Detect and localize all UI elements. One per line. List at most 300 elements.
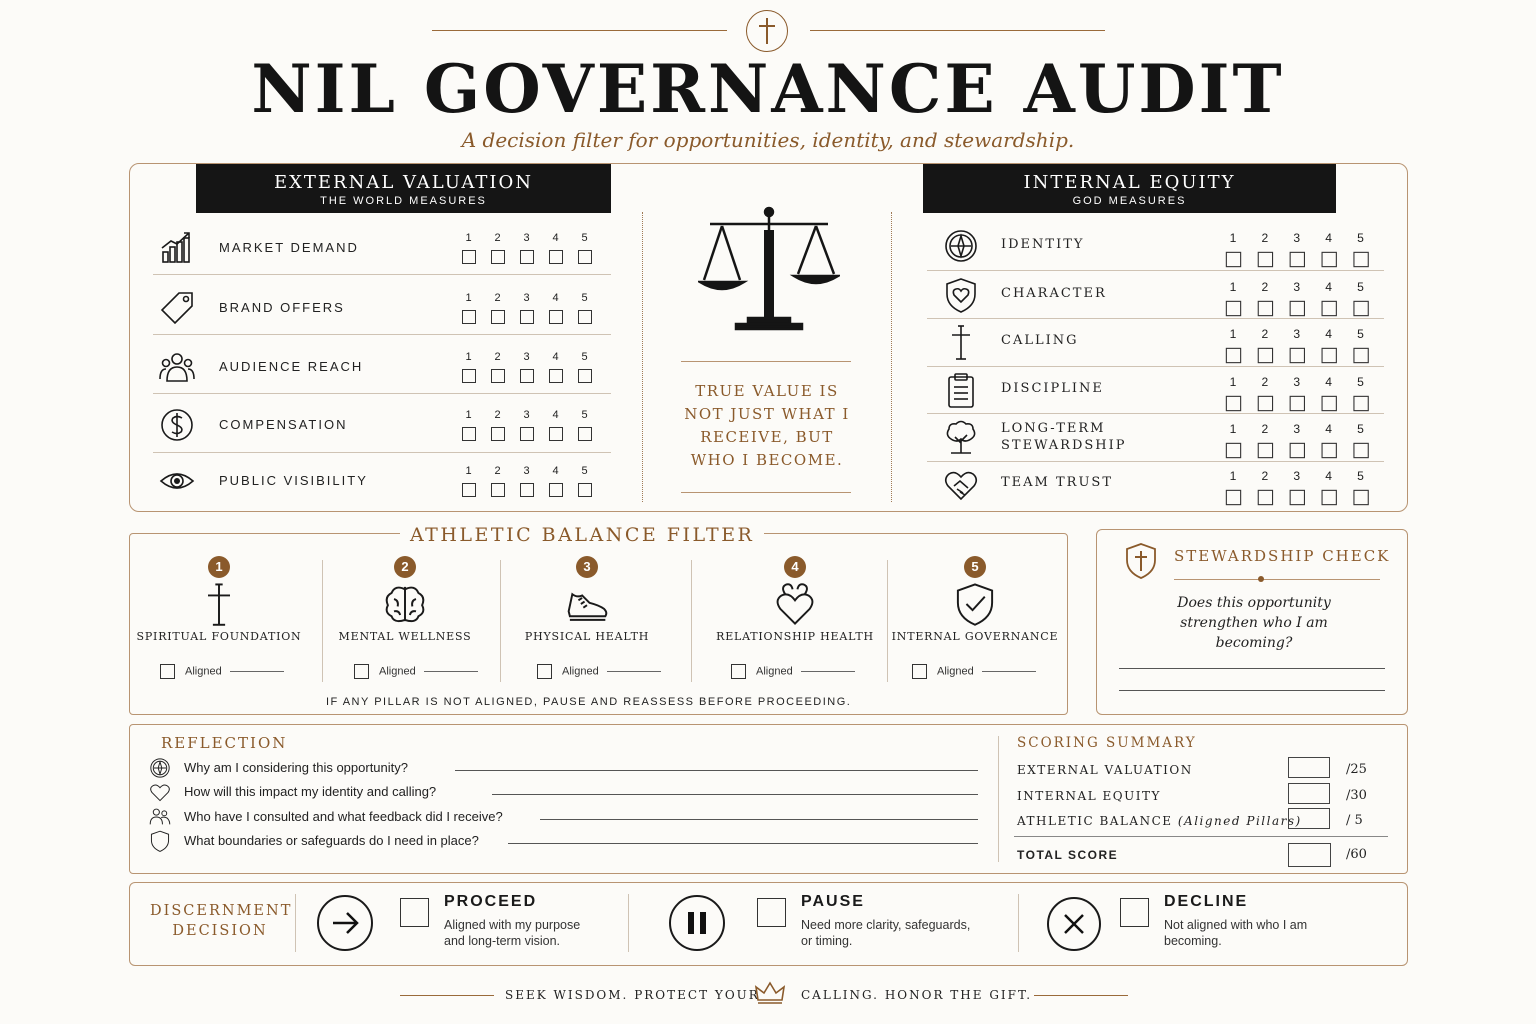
rating-number: 2 [494,291,501,304]
rating-checkbox[interactable] [549,369,563,383]
aligned-label: Aligned [379,665,416,678]
rating-checkbox[interactable] [578,369,592,383]
external-row-audience-reach-rating-4[interactable] [541,351,570,383]
internal-row-calling [927,318,1384,367]
rating-number: 3 [523,291,530,304]
aligned-checkbox[interactable] [160,664,175,679]
rating-checkbox[interactable] [1257,490,1272,505]
rating-checkbox[interactable] [1289,348,1304,363]
compass-icon [149,757,171,784]
page-title: NIL GOVERNANCE AUDIT [251,50,1285,128]
rating-checkbox[interactable] [1321,490,1336,505]
external-valuation-title: EXTERNAL VALUATION [273,172,534,193]
rating-number: 2 [1261,423,1269,437]
internal-row-long-term-stewardship-rating-4[interactable] [1313,423,1345,458]
rating-scale [454,351,599,383]
athletic-balance-note: IF ANY PILLAR IS NOT ALIGNED, PAUSE AND REASSESS BEFORE PROCEEDING. [326,696,852,708]
rating-number: 4 [1325,470,1333,484]
external-row-brand-offers-rating-5[interactable] [570,292,599,324]
internal-row-calling-rating-3[interactable] [1281,328,1313,363]
compass-icon [943,228,979,269]
scales-of-justice-icon [698,200,840,332]
rating-number: 4 [552,232,559,244]
internal-row-calling-rating-5[interactable] [1345,328,1377,363]
pillar-number-badge: 5 [964,556,986,578]
decline-title: DECLINE [1164,893,1249,910]
rating-checkbox[interactable] [549,250,563,264]
aligned-checkbox[interactable] [354,664,369,679]
center-quote: TRUE VALUE IS NOT JUST WHAT I RECEIVE, BUT WHO I BECOME. [684,382,850,469]
pillar-label: INTERNAL GOVERNANCE [891,630,1059,643]
rating-checkbox[interactable] [1289,443,1304,458]
external-row-brand-offers-rating-3[interactable] [512,292,541,324]
rating-checkbox[interactable] [549,310,563,324]
internal-row-label: CALLING [1001,333,1079,348]
rating-number: 5 [581,409,588,421]
reflection-question: How will this impact my identity and calling? [184,784,437,799]
internal-row-identity-rating-3[interactable] [1281,232,1313,267]
rating-checkbox[interactable] [462,369,476,383]
rating-checkbox[interactable] [549,483,563,497]
rating-number: 4 [1325,375,1333,389]
external-row-public-visibility-rating-4[interactable] [541,465,570,497]
stewardship-answer-line-2[interactable] [1119,690,1385,691]
internal-row-calling-rating-1[interactable] [1217,328,1249,363]
rating-scale [454,409,599,441]
rating-number: 1 [1229,280,1237,294]
rating-number: 5 [581,232,588,244]
aligned-label: Aligned [185,665,222,678]
cross-icon [943,324,979,365]
rating-number: 4 [1325,232,1333,246]
rating-checkbox[interactable] [1257,300,1272,315]
shield-cross-icon [1124,542,1158,580]
rating-number: 4 [1325,280,1333,294]
pillar-mental-wellness [315,556,495,643]
rating-checkbox[interactable] [1289,252,1304,267]
stewardship-rule [1174,579,1380,580]
pillar-divider-0 [322,560,323,682]
external-row-brand-offers-rating-4[interactable] [541,292,570,324]
external-row-brand-offers-rating-2[interactable] [483,292,512,324]
pillar-divider-3 [887,560,888,682]
internal-equity-header [923,164,1336,213]
footer-text-right: CALLING. HONOR THE GIFT. [801,988,1033,1002]
cross-icon [197,582,241,626]
scoring-label-text: EXTERNAL VALUATION [1017,763,1193,777]
pillar-divider-1 [500,560,501,682]
external-row-market-demand [153,222,611,275]
pillar-aligned-spiritual-foundation[interactable] [160,664,284,679]
quote-rule-bottom [681,492,851,493]
audience-icon [159,349,195,390]
internal-row-label: TEAM TRUST [1001,475,1113,490]
scoring-max: /25 [1346,762,1367,777]
rating-checkbox[interactable] [520,250,534,264]
rating-checkbox[interactable] [1257,348,1272,363]
decision-title-line1: DISCERNMENT [150,903,293,919]
aligned-line [230,671,284,672]
pause-desc-line1: Need more clarity, safeguards, [801,918,971,932]
rating-number: 2 [1261,328,1269,342]
scoring-label-note: (Aligned Pillars) [1177,814,1302,828]
rating-checkbox[interactable] [462,310,476,324]
rating-checkbox[interactable] [1289,300,1304,315]
scoring-input[interactable] [1288,783,1330,804]
external-row-audience-reach [153,340,611,394]
rating-scale [1217,423,1377,458]
rating-number: 5 [1357,375,1364,389]
decision-divider-2 [1018,894,1019,952]
aligned-checkbox[interactable] [912,664,927,679]
pillar-label: PHYSICAL HEALTH [524,630,650,643]
aligned-line [801,671,855,672]
rating-number: 1 [465,232,472,244]
rating-number: 2 [494,409,501,421]
rating-checkbox[interactable] [1225,395,1240,410]
scoring-row-label [1017,814,1302,828]
aligned-line [982,671,1036,672]
proceed-title: PROCEED [444,893,538,910]
rating-number: 3 [523,465,530,477]
rating-number: 4 [552,409,559,421]
internal-row-identity-rating-4[interactable] [1313,232,1345,267]
rating-checkbox[interactable] [578,250,592,264]
pillar-number-badge: 4 [784,556,806,578]
decline-desc-line1: Not aligned with who I am [1164,918,1308,932]
rating-checkbox[interactable] [1225,490,1240,505]
bar-chart-icon [159,230,195,271]
internal-row-long-term-stewardship-rating-1[interactable] [1217,423,1249,458]
footer-rule-left [400,995,494,996]
internal-row-long-term-stewardship-rating-5[interactable] [1345,423,1377,458]
rating-scale [454,232,599,264]
internal-row-calling-rating-4[interactable] [1313,328,1345,363]
cross-icon [746,10,788,52]
internal-row-discipline-rating-4[interactable] [1313,376,1345,411]
internal-row-label-line2: STEWARDSHIP [1001,438,1127,453]
rating-number: 3 [523,350,530,363]
pillar-aligned-internal-governance[interactable] [912,664,1036,679]
footer-text-left: SEEK WISDOM. PROTECT YOUR [505,988,760,1002]
internal-row-character-rating-5[interactable] [1345,281,1377,316]
internal-row-label: IDENTITY [1001,237,1085,252]
people-icon [149,806,171,833]
rating-checkbox[interactable] [491,427,505,441]
total-score-input[interactable] [1288,843,1331,867]
external-row-public-visibility-rating-1[interactable] [454,465,483,497]
internal-row-team-trust-rating-2[interactable] [1249,470,1281,505]
decision-divider-0 [295,894,296,952]
rating-checkbox[interactable] [491,369,505,383]
rating-checkbox[interactable] [1321,300,1336,315]
external-row-public-visibility-rating-5[interactable] [570,465,599,497]
rating-checkbox[interactable] [1321,443,1336,458]
internal-row-calling-rating-2[interactable] [1249,328,1281,363]
rating-number: 1 [465,465,472,477]
crown-icon [754,980,786,1006]
rating-checkbox[interactable] [578,310,592,324]
rating-number: 5 [581,465,588,477]
pillar-spiritual-foundation [129,556,309,643]
internal-row-team-trust-rating-4[interactable] [1313,470,1345,505]
external-row-compensation-rating-2[interactable] [483,409,512,441]
aligned-checkbox[interactable] [537,664,552,679]
external-row-public-visibility [153,455,611,507]
rating-scale [454,465,599,497]
decline-desc-line2: becoming. [1164,934,1222,948]
rating-number: 1 [465,409,472,421]
rating-number: 4 [552,291,559,304]
internal-row-character-rating-4[interactable] [1313,281,1345,316]
proceed-checkbox[interactable] [400,898,429,927]
external-row-brand-offers-rating-1[interactable] [454,292,483,324]
proceed-desc-line1: Aligned with my purpose [444,918,581,932]
external-row-brand-offers [153,281,611,335]
external-row-public-visibility-rating-3[interactable] [512,465,541,497]
rating-number: 5 [1357,280,1364,294]
pillar-label: MENTAL WELLNESS [338,630,472,643]
rating-checkbox[interactable] [1353,348,1368,363]
stewardship-question: Does this opportunity strengthen who I am becoming? [1177,595,1331,651]
reflection-answer-line[interactable] [492,794,978,795]
aligned-checkbox[interactable] [731,664,746,679]
rating-number: 3 [1293,328,1301,342]
internal-equity-subtitle: GOD MEASURES [1072,195,1187,207]
tree-icon [943,419,979,460]
rating-number: 3 [523,409,530,421]
rating-number: 2 [1261,232,1269,246]
hearts-icon [773,582,817,626]
internal-row-label: DISCIPLINE [1001,380,1104,396]
rating-checkbox[interactable] [1289,490,1304,505]
internal-row-team-trust-rating-5[interactable] [1345,470,1377,505]
rating-checkbox[interactable] [578,427,592,441]
handshake-heart-icon [943,466,979,507]
pause-checkbox[interactable] [757,898,786,927]
internal-row-identity [927,222,1384,271]
rating-checkbox[interactable] [1353,490,1368,505]
pillar-number-badge: 3 [576,556,598,578]
internal-equity-title: INTERNAL EQUITY [1023,172,1236,193]
reflection-answer-line[interactable] [455,770,978,771]
dollar-icon [159,407,195,448]
rating-checkbox[interactable] [1321,348,1336,363]
aligned-label: Aligned [562,665,599,678]
external-row-compensation-rating-1[interactable] [454,409,483,441]
rating-checkbox[interactable] [520,369,534,383]
pause-title: PAUSE [801,893,865,910]
pillar-label: RELATIONSHIP HEALTH [716,630,874,643]
rating-checkbox[interactable] [1257,395,1272,410]
shield-icon [149,830,171,857]
rating-number: 5 [1357,232,1364,246]
rating-number: 3 [1293,423,1301,437]
external-row-compensation-rating-4[interactable] [541,409,570,441]
decision-divider-1 [628,894,629,952]
external-row-compensation-rating-5[interactable] [570,409,599,441]
external-row-audience-reach-rating-3[interactable] [512,351,541,383]
rating-checkbox[interactable] [1257,443,1272,458]
rating-checkbox[interactable] [578,483,592,497]
rating-checkbox[interactable] [520,483,534,497]
external-row-label: AUDIENCE REACH [219,358,364,374]
external-row-market-demand-rating-5[interactable] [570,232,599,264]
rating-scale [1217,328,1377,363]
rating-checkbox[interactable] [1321,252,1336,267]
internal-row-long-term-stewardship-rating-2[interactable] [1249,423,1281,458]
rating-number: 1 [1229,375,1237,389]
reflection-answer-line[interactable] [508,843,978,844]
decision-title-line2: DECISION [172,923,268,939]
rating-checkbox[interactable] [1225,300,1240,315]
external-row-compensation-rating-3[interactable] [512,409,541,441]
rating-checkbox[interactable] [1289,395,1304,410]
rating-checkbox[interactable] [1225,252,1240,267]
rating-number: 2 [1261,280,1269,294]
pillar-divider-2 [691,560,692,682]
rating-number: 1 [1229,423,1237,437]
header-rule-right [810,30,1105,31]
decision-title [150,901,293,941]
external-row-audience-reach-rating-5[interactable] [570,351,599,383]
rating-checkbox[interactable] [520,427,534,441]
aligned-line [424,671,478,672]
stewardship-answer-line-1[interactable] [1119,668,1385,669]
rating-checkbox[interactable] [491,250,505,264]
divider-right [891,212,892,502]
external-row-market-demand-rating-4[interactable] [541,232,570,264]
stewardship-dot [1258,576,1264,582]
external-row-market-demand-rating-3[interactable] [512,232,541,264]
quote-rule-top [681,361,851,362]
scoring-label-text: INTERNAL EQUITY [1017,789,1161,803]
scoring-max: /30 [1346,788,1367,803]
rating-checkbox[interactable] [1225,443,1240,458]
pillar-aligned-relationship-health[interactable] [731,664,855,679]
rating-checkbox[interactable] [1353,395,1368,410]
rating-checkbox[interactable] [1257,252,1272,267]
rating-number: 2 [494,232,501,244]
internal-row-character-rating-1[interactable] [1217,281,1249,316]
external-row-label: COMPENSATION [219,417,348,432]
rating-number: 3 [1293,232,1301,246]
reflection-panel [129,724,1408,874]
aligned-label: Aligned [756,665,793,678]
internal-row-identity-rating-5[interactable] [1345,232,1377,267]
internal-row-long-term-stewardship-rating-3[interactable] [1281,423,1313,458]
scoring-input[interactable] [1288,757,1330,778]
rating-checkbox[interactable] [491,310,505,324]
rating-checkbox[interactable] [462,427,476,441]
internal-row-discipline-rating-3[interactable] [1281,376,1313,411]
rating-number: 5 [1357,423,1364,437]
internal-row-discipline-rating-5[interactable] [1345,376,1377,411]
rating-checkbox[interactable] [462,250,476,264]
pillar-aligned-physical-health[interactable] [537,664,661,679]
shield-heart-icon [943,277,979,318]
rating-checkbox[interactable] [520,310,534,324]
pillar-physical-health [497,556,677,643]
decline-checkbox[interactable] [1120,898,1149,927]
external-row-public-visibility-rating-2[interactable] [483,465,512,497]
external-row-audience-reach-rating-1[interactable] [454,351,483,383]
arrow-right-icon [317,895,373,951]
internal-row-label-line1: LONG-TERM [1001,421,1106,436]
rating-number: 5 [581,350,588,363]
rating-checkbox[interactable] [549,427,563,441]
aligned-line [607,671,661,672]
internal-row-discipline-rating-1[interactable] [1217,376,1249,411]
reflection-answer-line[interactable] [540,819,978,820]
rating-number: 1 [465,291,472,304]
rating-checkbox[interactable] [1353,443,1368,458]
internal-row-identity-rating-1[interactable] [1217,232,1249,267]
internal-row-character [927,271,1384,319]
scoring-row-label [1017,763,1193,777]
rating-scale [1217,470,1377,505]
rating-number: 4 [1325,328,1333,342]
external-row-market-demand-rating-2[interactable] [483,232,512,264]
internal-row-discipline-rating-2[interactable] [1249,376,1281,411]
rating-scale [1217,232,1377,267]
external-row-market-demand-rating-1[interactable] [454,232,483,264]
heart-icon [149,781,171,808]
rating-checkbox[interactable] [491,483,505,497]
rating-checkbox[interactable] [462,483,476,497]
pillar-aligned-mental-wellness[interactable] [354,664,478,679]
rating-checkbox[interactable] [1353,252,1368,267]
rating-number: 1 [1229,232,1237,246]
total-score-max: /60 [1346,847,1367,862]
internal-row-team-trust-rating-3[interactable] [1281,470,1313,505]
pause-desc-line2: or timing. [801,934,853,948]
internal-row-label [1001,420,1127,454]
rating-number: 1 [465,350,472,363]
aligned-label: Aligned [937,665,974,678]
rating-number: 5 [1357,328,1364,342]
external-row-audience-reach-rating-2[interactable] [483,351,512,383]
pillar-internal-governance [885,556,1065,643]
decline-description [1164,917,1307,949]
rating-checkbox[interactable] [1353,300,1368,315]
external-row-compensation [153,398,611,453]
proceed-description [444,917,580,949]
internal-row-character-rating-3[interactable] [1281,281,1313,316]
internal-row-label: CHARACTER [1001,285,1107,301]
scoring-row-label [1017,789,1161,803]
internal-row-character-rating-2[interactable] [1249,281,1281,316]
rating-number: 3 [1293,375,1301,389]
rating-number: 3 [523,232,530,244]
brain-icon [383,582,427,626]
external-row-label: MARKET DEMAND [219,240,359,255]
rating-checkbox[interactable] [1225,348,1240,363]
internal-row-team-trust [927,462,1384,506]
rating-number: 1 [1229,328,1237,342]
total-score-label: TOTAL SCORE [1017,848,1119,862]
rating-checkbox[interactable] [1321,395,1336,410]
reflection-title: REFLECTION [161,734,288,752]
clipboard-icon [943,372,979,413]
internal-row-identity-rating-2[interactable] [1249,232,1281,267]
rating-number: 4 [552,465,559,477]
scoring-input[interactable] [1288,808,1330,829]
internal-row-team-trust-rating-1[interactable] [1217,470,1249,505]
rating-scale [454,292,599,324]
rating-number: 2 [1261,375,1269,389]
price-tag-icon [159,290,195,331]
